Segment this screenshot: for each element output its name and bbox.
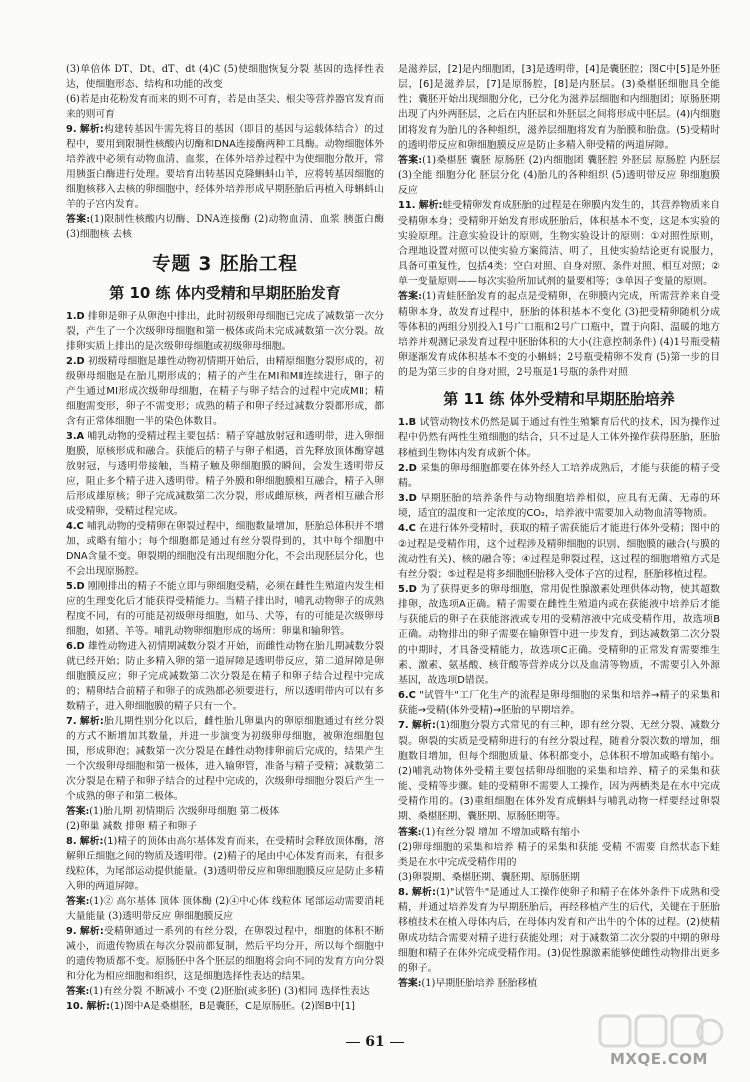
question-number: 4.C: [398, 523, 416, 535]
answer-paragraph: [398, 153, 720, 198]
paragraph-text: (1)精子的顶体由高尔基体发育而来，在受精时会释放顶体酶，溶解卵丘细胞之间的物质及透明带。(2)精子的尾由中心体发育而来，有很多线粒体，为尾部运动提供能量。(3)透明带反应和卵细胞膜反应是防止多精入卵的两道屏障。: [66, 836, 384, 892]
paragraph-text: (2)卵母细胞的采集和培养 精子的采集和获能 受精 不需要 自然状态下蛙类是在水中完成受精作用的: [398, 841, 720, 868]
paragraph-text: 哺乳动物的受精过程主要包括：精子穿越放射冠和透明带，进入卵细胞膜，原核形成和融合。获能后的精子与卵子相遇，首先释放顶体酶穿越放射冠，与透明带接触，当精子触及卵细胞膜的瞬间，会发生透明带反应，阻止多个精子进入透明带。精子外膜和卵细胞膜相互融合，精子入卵后形成雄原核；卵子完成减数第二次分裂，形成雌原核，两者相互融合形成受精卵，受精过程完成。: [66, 431, 384, 517]
paragraph-text: (1)② 高尔基体 顶体 顶体酶 (2)④中心体 线粒体 尾部运动需要消耗大量能量 (3)透明带反应 卵细胞膜反应: [66, 896, 384, 922]
paragraph-text: (3)单倍体 DT、Dt、dT、dt (4)C (5)使细胞恢复分裂 基因的选择性表达，使细胞形态、结构和功能的改变: [66, 64, 384, 90]
page-number-text: 61: [365, 1034, 385, 1050]
explanation-label: 解析:: [86, 1001, 110, 1012]
explanation-label: 解析:: [411, 720, 436, 732]
explanation-paragraph: [398, 521, 720, 582]
explanation-label: 解析:: [79, 716, 104, 727]
answer-label: 答案:: [66, 986, 90, 997]
answer-label: 答案:: [398, 291, 422, 303]
explanation-paragraph: [66, 639, 384, 714]
left-intro: [66, 62, 384, 242]
explanation-paragraph: [398, 461, 720, 491]
explanation-label: 解析:: [418, 200, 443, 212]
paragraph-text: "试管牛"工厂化生产的流程是卵母细胞的采集和培养→精子的采集和获能→受精(体外受精)→胚胎的早期培养。: [398, 690, 720, 717]
question-number: 2.D: [66, 356, 85, 367]
answer-paragraph: [66, 984, 384, 999]
question-number: 1.D: [66, 311, 85, 322]
paragraph-text: (1)细胞分裂方式常见的有三种，即有丝分裂、无丝分裂、减数分裂。卵裂的实质是受精卵进行的有丝分裂过程，随着分裂次数的增加，细胞数目增加，但每个细胞质量、体积都变小，总体积不增加或略有缩小。(2)哺乳动物体外受精主要包括卵母细胞的采集和培养、精子的采集和获能、受精等步骤。蛙的受精卵不需要人工操作，因为两栖类是在水中完成受精作用的。(3)重组细胞在体外发育成蝌蚪与哺乳动物一样要经过卵裂期、桑椹胚期、囊胚期、原肠胚期等。: [398, 720, 721, 823]
lesson-title-10: 第 10 练 体内受精和早期胚胎发育: [109, 284, 341, 302]
question-number: 5.D: [66, 581, 85, 592]
explanation-paragraph: [66, 354, 384, 429]
question-number: 8.: [66, 836, 77, 847]
paragraph-text: (1)桑椹胚 囊胚 原肠胚 (2)内细胞团 囊胚腔 外胚层 原肠腔 内胚层 (3)全能 细胞分化 胚层分化 (4)胎儿的各种组织 (5)透明带反应 卵细胞膜反应: [398, 154, 720, 197]
question-number: 9.: [66, 124, 77, 135]
explanation-paragraph: [66, 62, 384, 92]
explanation-paragraph: [398, 582, 720, 688]
answer-label: 答案:: [398, 826, 422, 838]
answer-label: 答案:: [398, 978, 422, 990]
paragraph-text: 雄性动物进入初情期减数分裂才开始，而雌性动物在胎儿期减数分裂就已经开始；防止多精入卵的第一道屏障是透明带反应，第二道屏障是卵细胞膜反应；卵子完成减数第二次分裂是在精子和卵子结合过程中完成的；精卵结合前精子和卵子的成熟都必须要进行，所以透明带内可以有多数精子，进入卵细胞膜的精子只有一个。: [66, 641, 385, 712]
paragraph-text: (1)青蛙胚胎发育的起点是受精卵，在卵膜内完成，所需营养来自受精卵本身，故发育过程中，胚胎的体积基本不变化 (3)把受精卵随机分成等体积的两组分别投入1号广口瓶和2号广口瓶中，置于向阳、温暖的地方培养并观测记录发育过程中胚胎体积的大小(注意控制条件) (4)1号瓶受精卵逐渐发育成体积基本不变的小蝌蚪；2号瓶受精卵不发育 (5)第一步的目的是为第三步的自身对照，2号瓶是1号瓶的条件对照: [398, 291, 720, 379]
question-number: 4.C: [66, 521, 84, 532]
explanation-paragraph: [398, 718, 720, 824]
explanation-label: 解析:: [79, 124, 104, 135]
question-number: 7.: [398, 720, 409, 732]
paragraph-text: 排卵是卵子从卵泡中排出，此时初级卵母细胞已完成了减数第一次分裂，产生了一个次级卵母细胞和第一极体或尚未完成减数第一次分裂。故排卵实质上排出的是次级卵母细胞或初级卵母细胞。: [66, 311, 385, 352]
lesson-title-11: 第 11 练 体外受精和早期胚胎培养: [443, 390, 675, 409]
answer-paragraph: [398, 825, 720, 886]
explanation-label: 解析:: [79, 836, 104, 847]
question-number: 7.: [66, 716, 77, 727]
paragraph-text: 胎儿期性别分化以后，雌性胎儿卵巢内的卵原细胞通过有丝分裂的方式不断增加其数量，并进一步演变为初级卵母细胞，被卵泡细胞包围，形成卵泡；减数第一次分裂是在雌性动物排卵前后完成的，结果产生一个次级卵母细胞和第一极体，进入输卵管，准备与精子受精；减数第二次分裂是在精子和卵子结合的过程中完成的，次级卵母细胞分裂后产生一个成熟的卵子和第二极体。: [66, 716, 384, 802]
page-number-dash-right: [390, 1042, 404, 1043]
question-number: 3.A: [66, 431, 85, 442]
explanation-paragraph: [398, 491, 720, 521]
question-number: 8.: [398, 887, 409, 899]
answer-paragraph: [66, 212, 384, 242]
explanation-paragraph: [66, 999, 384, 1014]
right-items: [398, 415, 720, 991]
explanation-paragraph: [398, 885, 720, 976]
question-number: 3.D: [398, 493, 417, 505]
answer-label: 答案:: [66, 896, 90, 907]
question-number: 1.B: [398, 417, 417, 429]
explanation-label: 解析:: [411, 887, 436, 899]
explanation-paragraph: [398, 415, 720, 460]
left-items: [66, 309, 384, 1014]
right-column: [398, 62, 720, 991]
unit-title: 专题 3 胚胎工程: [152, 254, 298, 275]
paragraph-text: 初级精母细胞是雄性动物初情期开始后，由精原细胞分裂形成的，初级卵母细胞是在胎儿期形成的；精子的产生在MⅠ和MⅡ连续进行，卵子的产生通过MⅠ形成次级卵母细胞，在精子与卵子结合的过程中完成MⅡ；精细胞需变形，卵子不需变形；成熟的精子和卵子经过减数分裂都形成，都含有正常体细胞一半的染色体数目。: [66, 356, 385, 427]
explanation-paragraph: [66, 309, 384, 354]
paragraph-text: 受精卵通过一系列的有丝分裂，在卵裂过程中，细胞的体积不断减小，而遗传物质在每次分裂前都复制，然后平均分开，所以每个细胞中的遗传物质都不变。原肠胚中各个胚层的细胞将会向不同的发育方向分裂和分化为相应细胞和组织，这是细胞选择性表达的结果。: [66, 926, 384, 982]
explanation-paragraph: [398, 198, 720, 289]
explanation-paragraph: [66, 519, 384, 579]
explanation-label: 解析:: [79, 926, 104, 937]
left-column: [66, 62, 384, 1014]
paragraph-text: (1)胎儿期 初情期后 次级卵母细胞 第二极体: [89, 806, 279, 817]
answer-label: 答案:: [66, 806, 90, 817]
paragraph-text: (1)"试管牛"是通过人工操作使卵子和精子在体外条件下成熟和受精，并通过培养发育为早期胚胎后，再经移植产生的后代，关键在于胚胎移植技术在植入母体内后，在母体内发育和产出牛的个体的过程。(2)使精卵成功结合需要对精子进行获能处理；对于减数第二次分裂的中期的卵母细胞和精子在体外完成受精作用。(3)促性腺激素能够使雌性动物排出更多的卵子。: [398, 887, 720, 974]
question-number: 5.D: [398, 584, 417, 595]
explanation-paragraph: [66, 429, 384, 519]
paragraph-text: (1)早期胚胎培养 胚胎移植: [421, 978, 538, 990]
answer-paragraph: [398, 976, 720, 991]
explanation-paragraph: [66, 714, 384, 804]
paragraph-text: 早期胚胎的培养条件与动物细胞培养相似，应具有无菌、无毒的环境，适宜的温度和一定浓度的CO₂，培养液中需要加入动物血清等物质。: [398, 493, 720, 520]
paragraph-text: 在进行体外受精时，获取的精子需获能后才能进行体外受精；图中的②过程是受精作用，这个过程涉及精卵细胞的识别、细胞膜的融合(与膜的流动性有关)、核的融合等；④过程是卵裂过程，这过程的细胞增殖方式是有丝分裂；⑤过程是将多细胞胚胎移入受体子宫的过程，胚胎移植过程。: [398, 523, 720, 580]
answer-paragraph: [66, 894, 384, 924]
paragraph-text: (1)有丝分裂 不断减小 不变 (2)胚胎(或多胚) (3)相同 选择性表达: [89, 986, 370, 997]
question-number: 6.D: [66, 641, 85, 652]
paragraph-text: 哺乳动物的受精卵在卵裂过程中，细胞数量增加，胚胎总体积并不增加，或略有缩小；每个细胞都是通过有丝分裂得到的，其中每个细胞中DNA含量不变。卵裂期的细胞没有出现细胞分化，不会出现胚层分化，也不会出现原肠腔。: [66, 521, 385, 577]
paragraph-text: 刚刚排出的精子不能立即与卵细胞受精，必须在雌性生殖道内发生相应的生理变化后才能获得受精能力。当精子排出时，哺乳动物卵子的成熟程度不同，有的可能是初级卵母细胞，如马、犬等，有的可能是次级卵母细胞，如猪、羊等。哺乳动物卵细胞形成的场所：卵巢和输卵管。: [66, 581, 385, 637]
explanation-paragraph: [66, 122, 384, 212]
paragraph-text: (1)图中A是桑椹胚，B是囊胚，C是原肠胚。(2)图B中[1]: [110, 1001, 355, 1012]
explanation-paragraph: [398, 62, 720, 153]
paragraph-text: 采集的卵母细胞都要在体外经人工培养成熟后，才能与获能的精子受精。: [398, 462, 720, 489]
paragraph-text: 是滋养层，[2]是内细胞团，[3]是透明带，[4]是囊胚腔；图C中[5]是外胚层，[6]是滋养层，[7]是原肠腔，[8]是内胚层。(3)桑椹胚细胞具全能性；囊胚开始出现细胞分化，已分化为滋养层细胞和内细胞团；原肠胚期出现了内外两胚层，之后在内胚层和外胚层之间将形成中胚层。(4)内细胞团将发育为胎儿的各种组织，滋养层细胞将发育为胎膜和胎盘。(5)受精时的透明带反应和卵细胞膜反应是防止多精入卵受精的两道屏障。: [398, 64, 720, 151]
explanation-paragraph: [398, 688, 720, 718]
paragraph-text: 蛙受精卵发育成胚胎的过程是在卵膜内发生的，其营养物质来自受精卵本身；受精卵开始发育形成胚胎后，体积基本不变，这是本实验的实验原理。注意实验设计的原则，生物实验设计的原则：①对照性原则，合理地设置对照可以使实验方案简洁、明了，且使实验结论更有说服力，具备可重复性，包括4类：空白对照、自身对照、条件对照、相互对照；②单一变量原则——每次实验所加试剂的量要相等；③单因子变量的原则。: [398, 200, 721, 288]
paragraph-text: (3)卵裂期、桑椹胚期、囊胚期、原肠胚期: [398, 871, 580, 883]
watermark-text: MXQE.COM: [610, 1050, 708, 1068]
answer-paragraph: [66, 804, 384, 834]
question-number: 9.: [66, 926, 77, 937]
paragraph-text: (6)若是由花粉发育而来的则不可育，若是由茎尖、根尖等营养器官发育而来的则可育: [66, 94, 384, 120]
answer-label: 答案:: [398, 154, 423, 166]
explanation-paragraph: [66, 92, 384, 122]
question-number: 10.: [66, 1001, 84, 1012]
question-number: 11.: [398, 200, 416, 212]
paragraph-text: (1)有丝分裂 增加 不增加或略有缩小: [421, 826, 580, 838]
paragraph-text: (1)限制性核酸内切酶、DNA连接酶 (2)动物血清、血浆 胰蛋白酶 (3)细胞核 去核: [66, 214, 384, 240]
right-top-items: [398, 62, 720, 380]
explanation-paragraph: [66, 579, 384, 639]
explanation-paragraph: [66, 924, 384, 984]
page-number-dash-left: [346, 1042, 360, 1043]
paragraph-text: 构建转基因牛需先将目的基因（即目的基因与运载体结合）的过程中，要用到限制性核酸内切酶和DNA连接酶两种工具酶。动物细胞体外培养液中必须有动物血清、血浆，在体外培养过程中为使细胞分散开，常用胰蛋白酶进行处理。要培育出转基因克隆蝌蚪山羊，应将转基因细胞的细胞核移入去核的卵细胞中，经体外培养形成早期胚胎后再植入母蝌蚪山羊的子宫内发育。: [66, 124, 384, 210]
paragraph-text: (2)卵巢 减数 排卵 精子和卵子: [66, 821, 197, 832]
answer-label: 答案:: [66, 214, 91, 225]
question-number: 2.D: [398, 462, 417, 474]
explanation-paragraph: [66, 834, 384, 894]
paragraph-text: 为了获得更多的卵母细胞，常用促性腺激素处理供体动物，使其超数排卵，故选项A正确。精子需要在雌性生殖道内或在获能液中培养后才能与获能后的卵子在获能溶液或专用的受精溶液中完成受精作用，故选项B正确。动物排出的卵子需要在输卵管中进一步发育，到达减数第二次分裂的中期时，才具备受精能力，故选项C正确。受精卵的正常发育需要维生素、激素、氨基酸、核苷酸等营养成分以及血清等物质，不需要引入外源基因，故选项D错误。: [398, 584, 720, 686]
paragraph-text: 试管动物技术仍然是属于通过有性生殖繁育后代的技术，因为操作过程中仍然有两性生殖细胞的结合，只不过是人工体外操作获得胚胎，胚胎移植到生物体内发育成新个体。: [398, 417, 720, 459]
question-number: 6.C: [398, 690, 416, 702]
answer-paragraph: [398, 289, 720, 380]
